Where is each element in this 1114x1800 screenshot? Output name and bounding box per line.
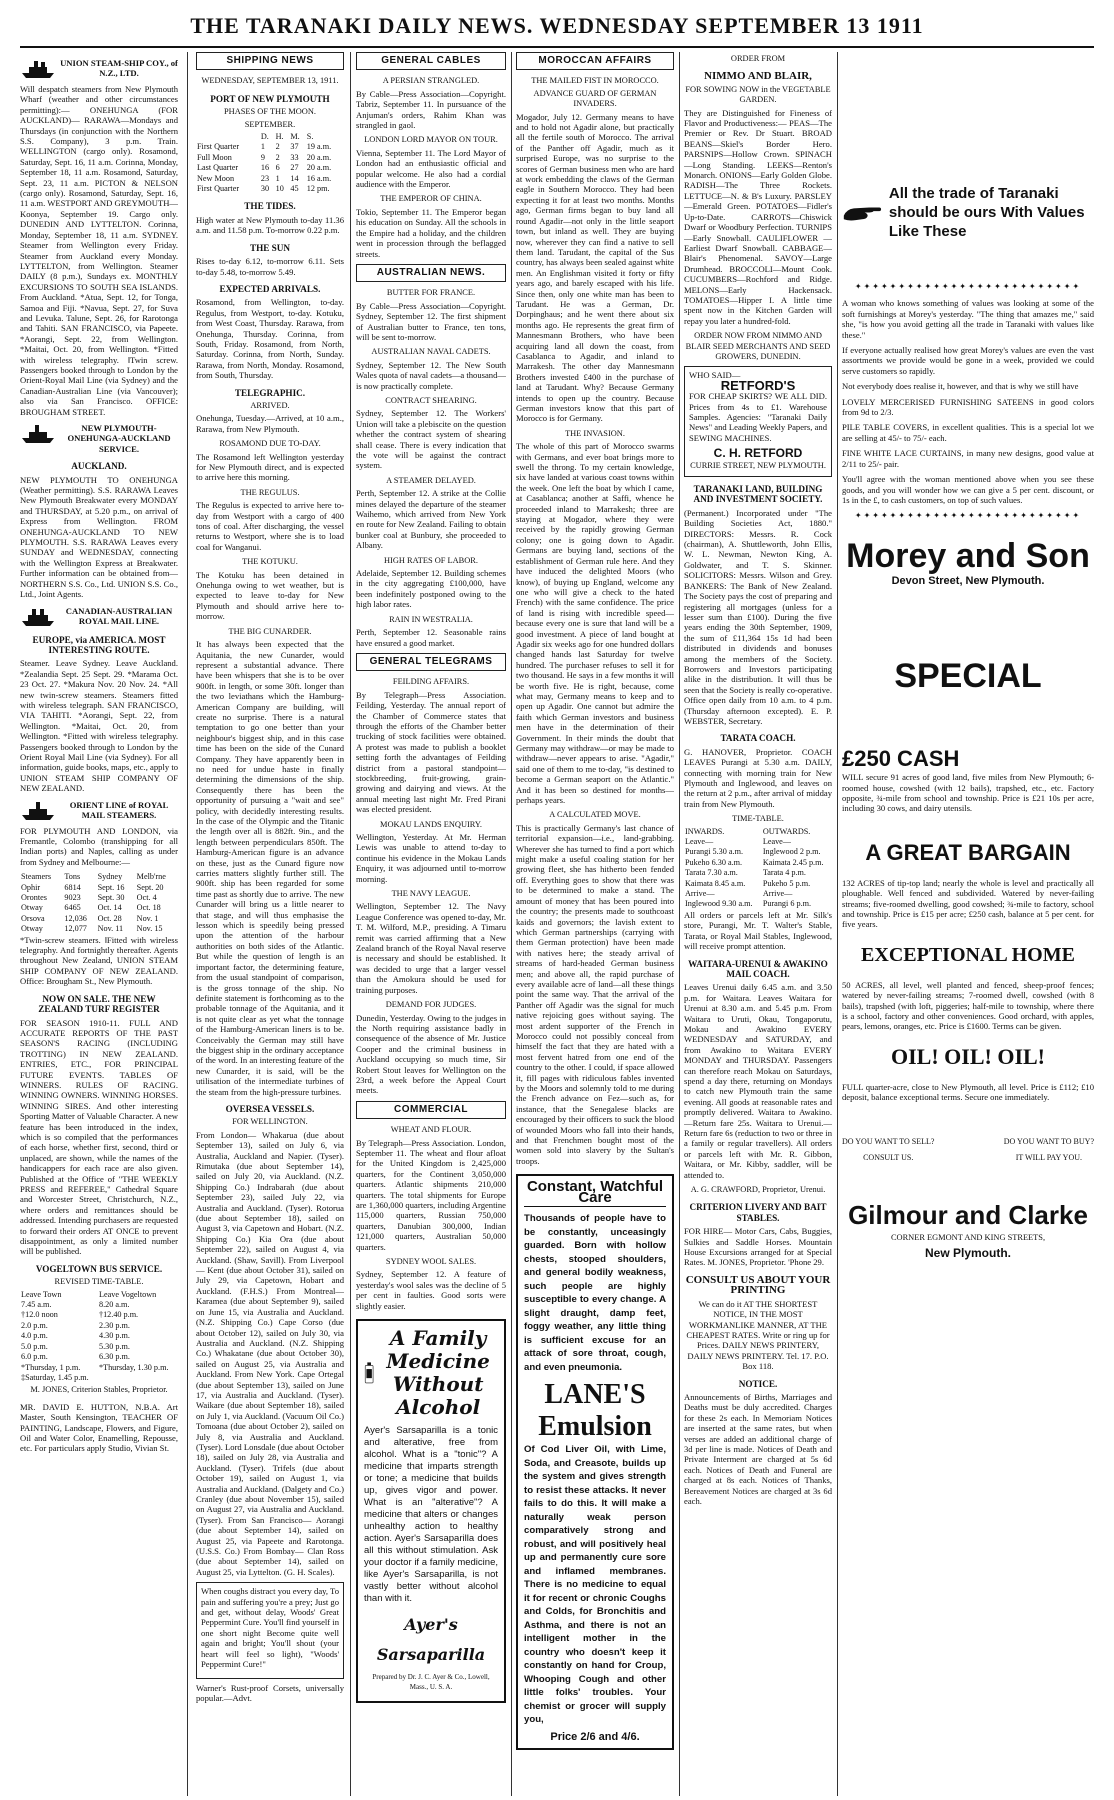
- ad-lanes-emulsion: Constant, Watchful Care Thousands of people have to be constantly, unceasingly guarded. Born with hollow chests, stooped shoulders, and general bodily weakness, such people are highly susceptible to every change. A slight draught, damp feet, foggy weather, any little thing is sufficient excuse for an attack of sore throat, cough, and even pneumonia. LANE'S Emulsion Of Cod Liver Oil, with Lime, Soda, and Creasote, builds up the system and gives strength to resist these attacks. It never fails to do this. It will make a naturally weak person comparatively strong and robust, and will positively heal up and permanently cure sore and inflamed membranes. There is no medicine to equal it for recent or chronic Coughs and Colds, for Bronchitis and Asthma, and there is not an intelligent mother in the country who doesn't keep it constantly on hand for Croup, Whooping Cough and other little folks' troubles. Your chemist or grocer will supply you, Price 2/6 and 4/6.: [516, 1174, 674, 1750]
- ad-retford: WHO SAID— RETFORD'S FOR CHEAP SKIRTS? WE ALL DID. Prices from 4s to £1. Warehouse Samples. Agencies: "Taranaki Daily News" and Leading Weekly Papers, and SEWING MACHINES. C. H. RETFORD CURRIE STREET, NEW PLYMOUTH.: [684, 366, 832, 477]
- ad-orient-line: ORIENT LINE of ROYAL MAIL STEAMERS.: [20, 800, 178, 822]
- table-row: Full Moon 9 2 33 20 a.m.: [197, 152, 332, 162]
- ad-peppermint-cure: When coughs distract you every day, To pain and suffering you're a prey; Just go and get, without delay, Woods' Great Peppermint Cure. You'll find yourself in one short night Become quite well again and bright; You'll shout (your heart will feel so light), "Woods' Peppermint Cure!": [196, 1582, 344, 1678]
- section-header: GENERAL TELEGRAMS: [356, 653, 506, 671]
- section-header: MOROCCAN AFFAIRS: [516, 52, 674, 70]
- column-rule: [679, 52, 680, 1796]
- orient-sailings-table: [20, 872, 178, 934]
- column-shipping-ads: UNION STEAM-SHIP COY., of N.Z., LTD. Will despatch steamers from New Plymouth Wharf (weather and other circumstances permitting):— ONEHUNGA (FOR AUCKLAND)— RARAWA—Mondays and Thursdays (in conjunction with the Northern S.S. Company), 3 p.m. Train. WELLINGTON (cargo only). Rosamond, Saturday, Sept. 16, 11 a.m. Corinna, Monday, September 18, 11 a.m. Rosamond, Saturday, Sept. 23, 11 a.m. PICTON & NELSON (cargo only). Rosamond, Saturday, Sept. 16, 11 a.m. WESTPORT AND GREYMOUTH— Koonya, September 19. Cargo only. DUNEDIN AND LYTTELTON. Corinna, Monday, September 18, 11 a.m. SYDNEY. Steamer from Wellington every Friday. Steamer from Auckland every Monday. LYTTELTON, from Wellington. Steamer DAILY (8 p.m.), Sundays ex. MONTHLY EXCURSIONS TO SOUTH SEA ISLANDS. From Auckland. *Atua, Sept. 12, for Tonga, Samoa and Fiji. *Navua, Sept. 27, for Suva and Levuka. Talune, Sept. 26, for Rarotonga and Tahiti. SAN FRANCISCO, via Papeete. *Aorangi, Sept. 22, from Wellington. *Maitai, Oct. 20, from Wellington. *Fitted with wireless telegraphy. ‖Twin screw. Passengers booked through to London by the Orient-Royal Mail Line (via Sydney) and the Canadian-Australian Line (via Vancouver); also via San Francisco. OFFICE: BROUGHAM STREET. NEW PLYMOUTH-ONEHUNGA-AUCKLAND SERVICE. AUCKLAND. NEW PLYMOUTH TO ONEHUNGA (Weather permitting). S.S. RARAWA Leaves New Plymouth Breakwater every MONDAY and THURSDAY, at 5.20 p.m., on arrival of Express from Wellington. FROM ONEHUNGA-AUCKLAND TO NEW PLYMOUTH. S.S. RARAWA Leaves every SUNDAY and WEDNESDAY, connecting with the Wellington Express at Breakwater. Further information can be obtained from— NORTHERN S.S. Co., Ltd. UNION S.S. Co., Ltd., Joint Agents. CANADIAN-AUSTRALIAN ROYAL MAIL LINE. EUROPE, via AMERICA. MOST INTERESTING ROUTE. Steamer. Leave Sydney. Leave Auckland. *Zealandia Sept. 25 Sept. 29. *Marama Oct. 23 Oct. 27. *Makura Nov. 20 Nov. 24. *All new twin-screw steamers. Steamers fitted with wireless telegraph. SAN FRANCISCO, VIA TAHITI. *Aorangi, Sept. 22, from Wellington. *Maitai, Oct. 20, from Wellington. *Fitted with wireless telegraphy. Passengers booked through to London by the Orient Royal Mail Line (via Sydney). For all information, guide books, maps, etc., apply to UNION STEAM SHIP COMPANY OF NEW ZEALAND. ORIENT LINE of ROYAL MAIL STEAMERS. FOR PLYMOUTH AND LONDON, via Fremantle, Colombo (transhipping for all Indian ports) and Naples, calling as under from Sydney and Melbourne:— Steamers Tons Sydney Melb'rne Ophir 6814 Sept. 16 Sept. 20 Orontes 9023 Sept. 30 Oct. 4 Otway 6465 Oct. 14 Oct. 18 Orsova 12,036 Oct. 28 Nov. 1 Otway 12,077 Nov. 11 Nov. 15 *Twin-screw steamers. ‖Fitted with wireless telegraphy. And fortnightly thereafter. Agents throughout New Zealand, UNION STEAM SHIP COMPANY OF NEW ZEALAND. Office: Brougham St., New Plymouth. NOW ON SALE. THE NEW ZEALAND TURF REGISTER FOR SEASON 1910-11. FULL AND ACCURATE REPORTS OF THE PAST SEASON'S RACING (INCLUDING TROTTING) IN NEW ZEALAND. ENTRIES, ETC., FOR PRINCIPAL FUTURE EVENTS. TABLES OF WINNERS. RULES OF RACING. WINNING OWNERS. WINNING HORSES. WINNING SIRES. And other interesting Sporting Matter of Valuable Character. A new feature has been introduced in the index, which is so compiled that the performances of each horse, whether first, second, third or unplaced, are shown, while the names of the handicappers for each race are also given. Published at the Office of "THE WEEKLY PRESS and REFEREE," Cathedral Square and Worcester Street, Christchurch, N.Z., where orders and remittances should be addressed. Intending purchasers are requested to forward their orders AT ONCE to prevent disappointment, as only a limited number will be published. VOGELTOWN BUS SERVICE. REVISED TIME-TABLE. Leave Town Leave Vogeltown 7.45 a.m. 8.20 a.m. †12.0 noon †12.40 p.m. 2.0 p.m. 2.30 p.m. 4.0 p.m. 4.30 p.m. 5.0 p.m. 5.30 p.m. 6.0 p.m. 6.30 p.m. *Thursday, 1 p.m. *Thursday, 1.30 p.m. ‡Saturday, 1.45 p.m. M. JONES, Criterion Stables, Proprietor. MR. DAVID E. HUTTON, N.B.A. Art Master, South Kensington, TEACHER OF PAINTING, Landscape, Flowers, and Figure, Oil and Water Color, Enamelling, Repousse, etc. For particulars apply Studio, Vivian St.: [20, 58, 178, 1454]
- table-row: First Quarter 1 2 37 19 a.m.: [197, 142, 332, 152]
- section-header: COMMERCIAL: [356, 1101, 506, 1119]
- column-moroccan-affairs: MOROCCAN AFFAIRS THE MAILED FIST IN MOROCCO. ADVANCE GUARD OF GERMAN INVADERS. Mogador, July 12. Germany means to have and to hold not Agadir alone, but practically all the fertile south of Morocco. The arrival of the Panther off Agadir, much as it surprised Europe, was no surprise to the scores of German business men who are hard at work embedding the claws of the German eagle in Southern Morocco. They had been expecting it for at least two months. Months ago, German firms began to buy land all round Agadir—not only in the little seaport town, but inland as well. They are buying now, wherever they can find a native to sell them land. Tarudant, the capital of the Sus country, has always been sealed against white men. An Englishman visited it forty or fifty years ago, and barely escaped with his life. Since then, only one white man has been to Tarudant. He was a German, Dr. Dorpinghaus; and he went there about six months ago. He represents the great firm of Mannesmann Brothers, who have been acquiring land all down the coast, from Casablanca to Agadir, and inland to Marrakesh. The other day Mannesmann Brothers invested £400 in the purchase of land at Tarudant. Why? Because Germany intends to open up the country. Because German investors know that this part of Morocco is for Germany. THE INVASION. The whole of this part of Morocco swarms with Germans, and ever boat brings more to swell the throng. To my certain knowledge, six have landed at various coast towns within the week. One left the boat by which I came, at Casablanca; another at Saffi, whence he proceeded inland to Marrakesh; three are staying at Mogador, where they were received by the rapidly growing German colony; one is going down to Agadir. Germans are buying land, sections of the establishment of German rule here. And they have induced the delighted Moors (who know), of buying up England, welcome any one who will give a check to the hated French) with the same confidence. The price of land is rising with incredible speed—because every one is sure that land will be a good investment. A piece of land bought at Agadir six weeks ago for one hundred dollars changed hands last Saturday for twelve hundred. The purchaser refuses to sell it for two thousand. He says in a few months it will be worth five. He is right, because, come what may, Germany means to keep and to open up Agadir. One cannot but admire the faith which German investors and business men have in the determination of their Government. In their minds the doubt that Germany may withdraw—or may be made to withdraw—never appears to arise. "Agadir," said one of them to me to-day, "is destined to become a German seaport on the Atlantic." And it has been so destined for months—perhaps years. A CALCULATED MOVE. This is practically Germany's last chance of territorial expansion—i.e., land-grabbing. Wherever she has turned to find a port which might make a useful coaling station for her growing fleet, she has hitherto been fended off. Everything goes to show that there was to be determined to make a stand. The amount of money that has been poured into the country; the presents made to southcoast kaids and governors; the lavish extent to which German partnerships (carrying with them German protection) have been made with natives here; the steady arrival of streams of hard-headed German business men; and above all, the rapid purchase of every available acre of land—all these things point the same way. That the arrival of the Panther off Agadir was the signal for much native rejoicing goes without saying. The most ardent supporter of the French in Morocco could not possibly conceal from himself the fact that they are hated with a most fervent hatred from one end of the country to the other. I could, if space allowed it, fill pages with ridiculous fables invented by the Moors and solemnly told to me during the French advance on Fez—such as, for instance, that the Senegalese blacks are encouraged by their officers to suck the blood of wounded Moors who fall into their hands, and that Frenchmen bought most of the women sold into slavery by the Sultan's troops. Constant, Watchful Care Thousands of people have to be constantly, unceasingly guarded. Born with hollow chests, stooped shoulders, and general bodily weakness, such people are highly susceptible to every change. A slight draught, damp feet, foggy weather, any little thing is sufficient excuse for an attack of sore throat, cough, and even pneumonia. LANE'S Emulsion Of Cod Liver Oil, with Lime, Soda, and Creasote, builds up the system and gives strength to resist these attacks. It never fails to do this. It will make a naturally weak person comparatively strong and robust, and will positively heal up and permanently cure sore and inflamed membranes. There is no medicine to equal it for recent or chronic Coughs and Colds, for Bronchitis and Asthma, and there is not an intelligent mother in the country who doesn't keep it constantly on hand for Croup, Whooping Cough and other little folks' troubles. Your chemist or grocer will supply you, Price 2/6 and 4/6.: [516, 52, 674, 1796]
- table-row: 7.45 a.m. 8.20 a.m.: [21, 1300, 130, 1310]
- steamship-icon: [20, 606, 56, 628]
- column-general-cables: GENERAL CABLES A PERSIAN STRANGLED. By Cable—Press Association—Copyright. Tabriz, September 11. In pursuance of the Anjuman's orders, Rahim Khan was strangled in gaol. LONDON LORD MAYOR ON TOUR. Vienna, September 11. The Lord Mayor of London had an enthusiastic official and popular welcome. He also had a cordial audience with the Emperor. THE EMPEROR OF CHINA. Tokio, September 11. The Emperor began his education on Sunday. All the schools in the Empire had a holiday, and the children went in procession through the beflagged streets. AUSTRALIAN NEWS. BUTTER FOR FRANCE. By Cable—Press Association—Copyright. Sydney, September 12. The first shipment of Australian butter to France, ten tons, will be sent to-morrow. AUSTRALIAN NAVAL CADETS. Sydney, September 12. The New South Wales quota of naval cadets—a thousand—is now practically complete. CONTRACT SHEARING. Sydney, September 12. The Workers' Union will take a plebiscite on the question whether the contract system of shearing shall cease. There is every indication that the vote will be against the contract system. A STEAMER DELAYED. Perth, September 12. A strike at the Collie mines delayed the departure of the steamer Waihemo, which arrived from New York en route for New Zealand. Failing to obtain bunker coal at Bunbury, she proceeded to Albany. HIGH RATES OF LABOR. Adelaide, September 12. Building schemes in the city aggregating £100,000, have been indefinitely postponed owing to the high labor rates. RAIN IN WESTRALIA. Perth, September 12. Seasonable rains have ensured a good market. GENERAL TELEGRAMS FEILDING AFFAIRS. By Telegraph—Press Association. Feilding, Yesterday. The annual report of the Chamber of Commerce states that through the efforts of the Chamber better trucking of stock facilities were obtained. A protest was made to publish a booklet setting forth the advantages of Feilding district from a pastoral standpoint—stockbreeding, fruit-growing, grain-growing and dairying and views. At the annual meeting last night Mr. Fred Pirani was elected president. MOKAU LANDS ENQUIRY. Wellington, Yesterday. At Mr. Herman Lewis was unable to attend to-day to continue his evidence in the Mokau Lands Enquiry, it was adjourned until to-morrow morning. THE NAVY LEAGUE. Wellington, September 12. The Navy League Conference was opened to-day, Mr. T. M. Wilford, M.P., presiding. A Timaru remit was carried affirming that a New Zealand branch of the Royal Naval reserve is necessary and should be established. It was decided to urge that a larger vessel than the Amokura should be used for training purposes. DEMAND FOR JUDGES. Dunedin, Yesterday. Owing to the judges in the North requiring assistance badly in consequence of the absence of Mr. Justice Cooper and the criminal business in Auckland occupying so much time, Sir Robert Stout leaves for Wellington on the 23rd, a week before the Appeal Court meets. COMMERCIAL WHEAT AND FLOUR. By Telegraph—Press Association. London, September 11. The wheat and flour afloat for the United Kingdom is 2,425,000 quarters, for the Continent 3,050,000 quarters. Atlantic shipments 210,000 quarters. The total shipments for Europe are 1,360,000 quarters, including Argentine 115,000 quarters, Russian 750,000 quarters, Danubian 300,000, Indian 121,000 quarters, Australian 50,000 quarters. SYDNEY WOOL SALES. Sydney, September 12. A feature of yesterday's wool sales was the decline of 5 per cent in faulties. Good sorts were slightly easier. A Family Medicine Without Alcohol Ayer's Sarsaparilla is a tonic and alterative, free from alcohol. What is a "tonic"? A medicine that imparts strength or tone; a medicine that builds up, gives vigor and power. What is an "alterative"? A medicine that alters or changes unhealthy action to healthy action. Ayer's Sarsaparilla does all this without stimulation. Ask your doctor if a family medicine, like Ayer's Sarsaparilla, is not vastly better without alcohol than with it. Ayer's Sarsaparilla Prepared by Dr. J. C. Ayer & Co., Lowell, Mass., U. S. A.: [356, 52, 506, 1796]
- table-row: Ophir 6814 Sept. 16 Sept. 20: [21, 882, 164, 892]
- table-row: Orontes 9023 Sept. 30 Oct. 4: [21, 893, 157, 903]
- ad-union-steamship: UNION STEAM-SHIP COY., of N.Z., LTD.: [20, 58, 178, 80]
- column-rule: [837, 52, 838, 1796]
- ornament-divider: ✦✦✦✦✦✦✦✦✦✦✦✦✦✦✦✦✦✦✦✦✦✦✦✦✦✦: [854, 282, 1082, 291]
- table-header-row: Steamers Tons Sydney Melb'rne: [21, 872, 166, 882]
- steamship-icon: [20, 58, 56, 80]
- bus-timetable: [20, 1290, 178, 1384]
- table-header-row: Leave Town Leave Vogeltown: [21, 1289, 157, 1299]
- table-row: Kaimata 8.45 a.m. Pukeho 5 p.m.: [685, 878, 811, 888]
- column-rule: [511, 52, 512, 1796]
- table-row: Orsova 12,036 Oct. 28 Nov. 1: [21, 913, 159, 923]
- table-row: Arrive— Arrive—: [685, 889, 793, 899]
- table-row: 4.0 p.m. 4.30 p.m.: [21, 1331, 130, 1341]
- column-rule: [187, 52, 188, 1796]
- table-row: ‡Saturday, 1.45 p.m.: [21, 1372, 89, 1382]
- ad-new-plymouth-onehunga: NEW PLYMOUTH-ONEHUNGA-AUCKLAND SERVICE.: [20, 423, 178, 454]
- table-row: Otway 12,077 Nov. 11 Nov. 15: [21, 924, 163, 934]
- table-row: Leave— Leave—: [685, 837, 791, 847]
- column-local-ads: ORDER FROM NIMMO AND BLAIR, FOR SOWING NOW in the VEGETABLE GARDEN. They are Distinguished for Fineness of Flavor and Productiveness:— PEAS—The Premier or Rev. Dr Stuart. BROAD BEANS—Skiel's Border Hero. PARSNIPS—Hollow Crown. SPINACH—Long Standing. LEEKS—Renton's Monarch. ONIONS—Early Golden Globe. RADISH—The Three Rockets. LETTUCE—N. & B's Luxury. PARSLEY—Emerald Green. POTATOES—Fidler's Up-to-Date. CARROTS—Chiswick Dwarf or Woodbury Perfection. TURNIPS—Early Snowball. CAULIFLOWER — Earliest Dwarf Snowball. CABBAGE—Blair's Phenomenal. SAVOY—Large Drumhead. BROCCOLI—Mount Cook. CUCUMBERS—Rochford and Ridge. MELONS—Early Hackensack. TOMATOES—Hipper I. A little time spent now in the Kitchen Garden will repay you later a hundred-fold. ORDER NOW FROM NIMMO AND BLAIR SEED MERCHANTS AND SEED GROWERS, DUNEDIN. WHO SAID— RETFORD'S FOR CHEAP SKIRTS? WE ALL DID. Prices from 4s to £1. Warehouse Samples. Agencies: "Taranaki Daily News" and Leading Weekly Papers, and SEWING MACHINES. C. H. RETFORD CURRIE STREET, NEW PLYMOUTH. TARANAKI LAND, BUILDING AND INVESTMENT SOCIETY. (Permanent.) Incorporated under "The Building Societies Act, 1880." DIRECTORS: Messrs. R. Cock (chairman), A. Shuttleworth, John Ellis, W. L. Newman, Newton King, A. Goldwater, and T. S. Skinner. SOLICITORS: Messrs. Wilson and Grey. BANKERS: The Bank of New Zealand. The Society pays the cost of preparing and registering all mortgages (unless for a lesser sum than £100). During the five years ending the 30th September, 1909, the sum of £11,364 15s 1d had been distributed in dividends and bonuses among the members of the Society. Borrowers and Investors participating alike in the distribution. It will thus be seen that the Society is really co-operative. Office open daily from 10 a.m. to 4 p.m. (Thursday afternoon excepted). E. P. WEBSTER, Secretary. TARATA COACH. G. HANOVER, Proprietor. COACH LEAVES Purangi at 5.30 a.m. DAILY, connecting with morning train for New Plymouth and Inglewood, and leaves on the return at 2 p.m., after arrival of midday train from New Plymouth. TIME-TABLE. INWARDS. OUTWARDS. Leave— Leave— Purangi 5.30 a.m. Inglewood 2 p.m. Pukeho 6.30 a.m. Kaimata 2.45 p.m. Tarata 7.30 a.m. Tarata 4 p.m. Kaimata 8.45 a.m. Pukeho 5 p.m. Arrive— Arrive— Inglewood 9.30 a.m. Purangi 6 p.m. All orders or parcels left at Mr. Silk's store, Purangi, Mr. T. Walter's Stable, Tarata, or Royal Mail Stables, Inglewood, will receive prompt attention. WAITARA-URENUI & AWAKINO MAIL COACH. Leaves Urenui daily 6.45 a.m. and 3.50 p.m. for Waitara. Leaves Waitara for Urenui at 8.30 a.m. and 5.45 p.m. From Waitara to Uruti, Okau, Tongaporutu, Mokau and Awakino EVERY WEDNESDAY and SATURDAY, and from Awakino to Waitara EVERY MONDAY and THURSDAY. Passengers can therefore reach Mokau on Saturdays, spend a day there, returning on Mondays to catch new Plymouth train the same evening. All goods at reasonable rates and promptly delivered. Waitara to Awakino.—Return fare 25s. Waitara to Urenui.—Return fare 6s (reduction to two or three in a family or regular travellers). All orders or parcels left with Mr. R. Gibbon, Waitara, or Mr. Kibby, saddler, will be attended to. A. G. CRAWFORD, Proprietor, Urenui. CRITERION LIVERY AND BAIT STABLES. FOR HIRE— Motor Cars, Cabs, Buggies, Sulkies and Saddle Horses. Mountain House Excursions arranged for at Special Rates. M. JONES, Proprietor. 'Phone 29. CONSULT US ABOUT YOUR PRINTING We can do it AT THE SHORTEST NOTICE, IN THE MOST WORKMANLIKE MANNER, AT THE CHEAPEST RATES. Write or ring up for Prices. DAILY NEWS PRINTERY, DAILY NEWS PRINTERY. Tel. 17. P.O. Box 118. NOTICE. Announcements of Births, Marriages and Deaths must be duly accredited. Charges for these 2s each. In Memoriam Notices are inserted at the same rates, but when verses are added an additional charge of 3d per line is made. Notices of Death and Private Interment are charged at 5s 6d each. Notices of Death and Funeral are charged at 8s each. Notices of Thanks, Bereavement Notices are charged at 3s 6d each.: [684, 54, 832, 1506]
- table-header-row: D. H. M. S.: [260, 132, 314, 142]
- table-row: 5.0 p.m. 5.30 p.m.: [21, 1341, 130, 1351]
- table-row: First Quarter 30 10 45 12 pm.: [197, 184, 330, 194]
- ad-canadian-australian: CANADIAN-AUSTRALIAN ROYAL MAIL LINE.: [20, 606, 178, 628]
- steamship-icon: [20, 423, 56, 445]
- table-row: Pukeho 6.30 a.m. Kaimata 2.45 p.m.: [685, 857, 824, 867]
- medicine-bottle-icon: [364, 1338, 374, 1408]
- ad-morey-hand: All the trade of Taranaki should be ours With Values Like These: [842, 182, 1094, 242]
- column-rule: [350, 52, 351, 1796]
- pointing-hand-icon: [842, 182, 883, 242]
- column-shipping-news: SHIPPING NEWS WEDNESDAY, SEPTEMBER 13, 1911. PORT OF NEW PLYMOUTH PHASES OF THE MOON. SEPTEMBER. D. H. M. S. First Quarter 1 2 37 19 a.m. Full Moon 9 2 33 20 a.m. Last Quarter 16 6 27 20 a.m. New Moon 23 1 14 16 a.m. First Quarter 30 10 45 12 pm. THE TIDES. High water at New Plymouth to-day 11.36 a.m. and 11.58 p.m. To-morrow 0.22 p.m. THE SUN Rises to-day 6.12, to-morrow 6.11. Sets to-day 5.48, to-morrow 5.49. EXPECTED ARRIVALS. Rosamond, from Wellington, to-day. Regulus, from Westport, to-day. Kotuku, from West Coast, Thursday. Rarawa, from Onehunga, Thursday. Corinna, from South, Friday. Rosamond, from North, Saturday. Corinna, from North, Sunday. Rarawa, from North, Monday. Rosamond, from South, Thursday. TELEGRAPHIC. ARRIVED. Onehunga, Tuesday.—Arrived, at 10 a.m., Rarawa, from New Plymouth. ROSAMOND DUE TO-DAY. The Rosamond left Wellington yesterday for New Plymouth direct, and is expected to arrive here this morning. THE REGULUS. The Regulus is expected to arrive here to-day from Westport with a cargo of 400 tons of coal. After discharging, the vessel returns to Westport, where she is to load coal for Wanganui. THE KOTUKU. The Kotuku has been detained in Onehunga owing to wet weather, but is expected to leave to-day for New Plymouth and should arrive here to-morrow. THE BIG CUNARDER. It has always been expected that the Aquitania, the new Cunarder, would represent a substantial advance. There have been whispers that she is to be over 900ft. in length, or some 30ft. longer than the two leviathans which the Hamburg-American Company are building, will create no surprise. There is a natural temptation to go one better than your neighbour's biggest ship, and in this case time has been on the side of the Cunard Company. They have apparently been in no need for undue haste in finally determining the dimensions of the ship. Consequently there has been the opportunity of pursuing a "wait and see" policy, with decidedly interesting results. In the case of the Olympic and the Titanic the length over all is 882ft. 9in., and the length between perpendiculars 850ft. The Hamburg-American figure is an advance on these, just as the Cunard figure now carries matters slightly further still. The 900ft. ship has been regarded for some time past as shortly due to arrive. The new Cunarder will bring us a little nearer to that stage, and will thus emphasise the lesson which is speedily being pressed upon the attention of the harbour authorities on both sides of the Atlantic. But while the question of length is an important factor, the determining feature, from the usual standpoint of comparison, is the gross tonnage of the ship. No definite statement is forthcoming as to the probable tonnage of the Aquitania, and it is not quite clear as yet what the tonnage of the Hamburg-American liners is to be. Conceivably the German may still have the biggest ship in the ordinary acceptance of the word. In an interesting feature of the new Cunarder, it is said, will be the utilisation of the intermediate turbines of the steam from the high-pressure turbines. OVERSEA VESSELS. FOR WELLINGTON. From London— Whakarua (due about September 13), sailed on July 6, via Australia, Auckland and Napier. (Tyser). Rimutaka (due about September 14), sailed on July 20, via Auckland. (N.Z. Shipping Co.) Indrabarah (due about September 23), sailed July 22, via Australia and Auckland. (Tyser). Rotorua (due about September 18), sailed on August 3, via Capetown and Hobart. (N.Z. Shipping Co.) Kia Ora (due about September 22), sailed on August 4, via Auckland. (Shaw, Savill). From Liverpool— Kent (due about October 31), sailed on July 29, via Capetown, Hobart and Auckland. (F.H.S.) From Montreal— Karamea (due about September 9), sailed on June 15, via Australia and Auckland. (N.Z. Shipping Co.) Cape Corso (due about October 12), sailed on July 30, via Australia and Auckland. (N.Z. Shipping Co.) Whakatane (due about October 30), sailed on August 25, via Australia and Auckland. From New York. Cape Ortegal (due about September 13), sailed on June 17, via Australia and Auckland. (Tyser). Waikare (due about September 18), sailed on July 1, via Auckland. (Vacuum Oil Co.) Tomoana (due about October 2), sailed on July 8, via Australia and Auckland. (Tyser). Lord Lonsdale (due about October 18), sailed on July 28, via Australia and Auckland. (Tyser). Trifels (due about October 19), sailed on August 1, via Australia and Auckland. (Dalgety and Co.) Cranley (due about November 15), sailed on August 27, via Australia and Auckland. (Tyser). From San Francisco— Aorangi (due about September 14), sailed on August 25, via Papeete and Rarotonga. (U.S.S. Co.) From Bombay— Clan Ross (due about September 14), sailed on August 25, via Lyttelton. (G. H. Scales). When coughs distract you every day, To pain and suffering you're a prey; Just go and get, without delay, Woods' Great Peppermint Cure. You'll find yourself in one short night Become quite well again and bright; You'll shout (your heart will feel so light), "Woods' Peppermint Cure!" Warner's Rust-proof Corsets, universally popular.—Advt.: [196, 52, 344, 1796]
- masthead: THE TARANAKI DAILY NEWS. WEDNESDAY SEPTEMBER 13 1911: [20, 6, 1094, 48]
- table-row: Otway 6465 Oct. 14 Oct. 18: [21, 903, 161, 913]
- column-morey-and-land-ads: All the trade of Taranaki should be ours With Values Like These ✦✦✦✦✦✦✦✦✦✦✦✦✦✦✦✦✦✦✦✦✦✦✦✦✦✦ A woman who knows something of values was looking at some of the soft furnishings at Morey's yesterday. "The thing that amazes me," said she, "is how you avoid getting all the trade in Taranaki with values like these." If everyone actually realised how great Morey's values are even the vast assortments we provide would be gone in a week, provided we could serve customers so rapidly. Not everybody does realise it, however, and that is why we still have LOVELY MERCERISED FURNISHING SATEENS in good colors from 9d to 2/3. PILE TABLE COVERS, in excellent qualities. This is a special lot we are selling at 45/- to 75/- each. FINE WHITE LACE CURTAINS, in many new designs, good value at 2/11 to 25/- pair. You'll agree with the woman mentioned above when you see these goods, and you will wonder how we can give a 5 per cent. discount, or 1s in the £, to cash customers, on top of such values. ✦✦✦✦✦✦✦✦✦✦✦✦✦✦✦✦✦✦✦✦✦✦✦✦✦✦ Morey and Son Devon Street, New Plymouth. SPECIAL £250 CASH WILL secure 91 acres of good land, five miles from New Plymouth; 6-roomed house, cowshed (with 12 bails), trapshed, etc., etc. Factory opposite, ¾-mile from school and township. Price is £21 10s per acre, including 30 cows, and dairy utensils. A GREAT BARGAIN 132 ACRES of tip-top land; nearly the whole is level and practically all ploughable. Well fenced and subdivided. Watered by never-failing streams; five-roomed dwelling, good cowshed; ¾-mile to factory, school and township. Price is £15 per acre; £250 cash, balance at 5 per cent. for five years. EXCEPTIONAL HOME 50 ACRES, all level, well planted and fenced, sheep-proof fences; watered by never-failing streams; 7-roomed dwell, cowshed (with 8 bails), trapshed (with loft, piggeries; half-mile to township, where there is a school, factory and other conveniences. Good orchard, with apples, pears, lemons, oranges, etc. Price is £1600. Terms can be given. OIL! OIL! OIL! FULL quarter-acre, close to New Plymouth, all level. Price is £112; £10 deposit, balance exceptional terms. Secure one immediately. DO YOU WANT TO SELL? CONSULT US. DO YOU WANT TO BUY? IT WILL PAY YOU. Gilmour and Clarke CORNER EGMONT AND KING STREETS, New Plymouth.: [842, 52, 1094, 1796]
- sell-buy-row: DO YOU WANT TO SELL? CONSULT US. DO YOU WANT TO BUY? IT WILL PAY YOU.: [842, 1136, 1094, 1163]
- table-row: Last Quarter 16 6 27 20 a.m.: [197, 163, 332, 173]
- table-row: †12.0 noon †12.40 p.m.: [21, 1310, 139, 1320]
- table-row: Inglewood 9.30 a.m. Purangi 6 p.m.: [685, 899, 812, 909]
- table-row: Tarata 7.30 a.m. Tarata 4 p.m.: [685, 868, 806, 878]
- section-header: GENERAL CABLES: [356, 52, 506, 70]
- moon-phases-table: [196, 132, 344, 194]
- table-row: Purangi 5.30 a.m. Inglewood 2 p.m.: [685, 847, 821, 857]
- table-row: 2.0 p.m. 2.30 p.m.: [21, 1320, 130, 1330]
- ornament-divider: ✦✦✦✦✦✦✦✦✦✦✦✦✦✦✦✦✦✦✦✦✦✦✦✦✦✦: [854, 511, 1082, 521]
- table-row: New Moon 23 1 14 16 a.m.: [197, 173, 332, 183]
- ad-ayers-sarsaparilla: A Family Medicine Without Alcohol Ayer's Sarsaparilla is a tonic and alterative, free from alcohol. What is a "tonic"? A medicine that imparts strength or tone; a medicine that builds up, gives vigor and power. What is an "alterative"? A medicine that alters or changes unhealthy action to healthy action. Ayer's Sarsaparilla does all this without stimulation. Ask your doctor if a family medicine, like Ayer's Sarsaparilla, is not vastly better without alcohol than with it. Ayer's Sarsaparilla Prepared by Dr. J. C. Ayer & Co., Lowell, Mass., U. S. A.: [356, 1319, 506, 1703]
- table-row: *Thursday, 1 p.m. *Thursday, 1.30 p.m.: [21, 1362, 169, 1372]
- section-header: AUSTRALIAN NEWS.: [356, 264, 506, 282]
- coach-timetable: [684, 827, 832, 910]
- table-header-row: INWARDS. OUTWARDS.: [685, 826, 811, 836]
- table-row: 6.0 p.m. 6.30 p.m.: [21, 1352, 130, 1362]
- steamship-icon: [20, 800, 56, 822]
- section-header: SHIPPING NEWS: [196, 52, 344, 70]
